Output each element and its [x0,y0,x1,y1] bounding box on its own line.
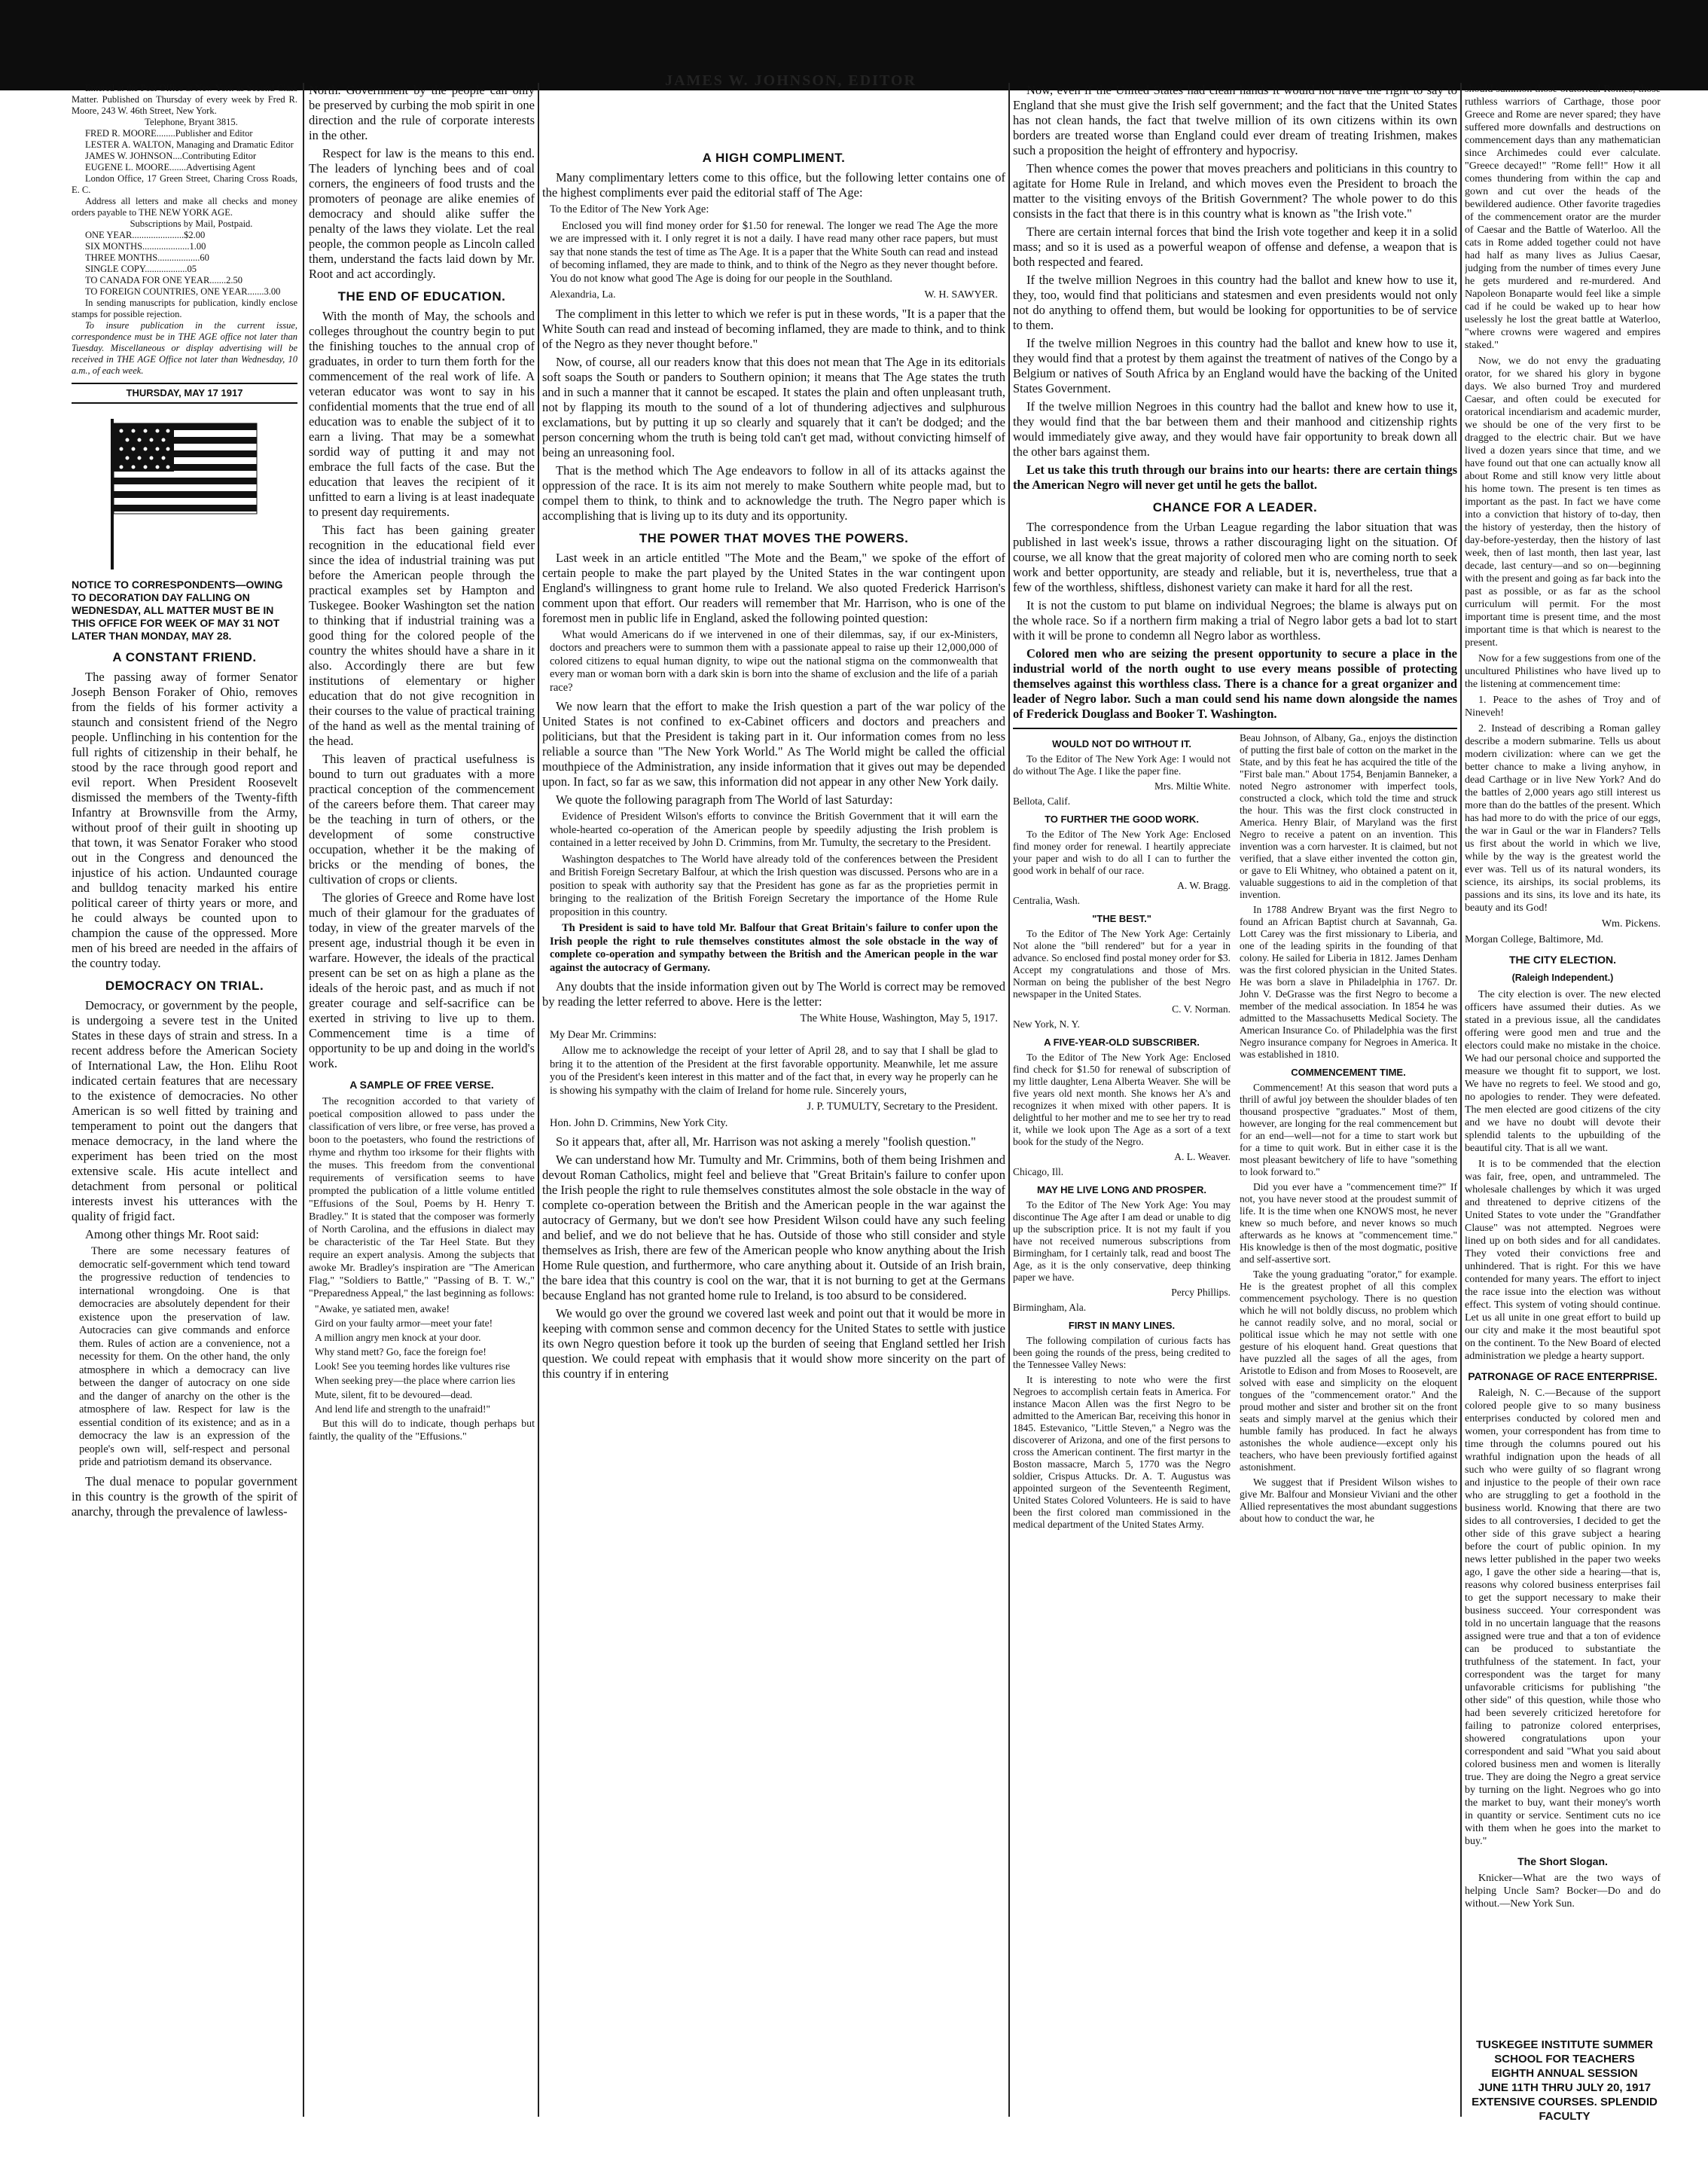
column-rule [538,83,539,2117]
block-quote [550,629,998,695]
letter-signature: C. V. Norman. [1172,1003,1231,1015]
article-signature: Wm. Pickens. [1601,918,1661,930]
letter-headline: MAY HE LIVE LONG AND PROSPER. [1037,1184,1206,1195]
letter-place: Centralia, Wash. [1013,895,1081,906]
column-5 [1465,83,1661,2026]
rate-line: THREE MONTHS..................60 [85,252,209,263]
white-house-letter [550,1012,998,1130]
column-4 [1013,83,1457,2117]
quote-text: There are some necessary features of democratic self-government which tend toward the progressive reduction of tendencies to international wrongdoing. One is that democracies are absolutely dependent for their existence upon the preservation of law. Autocracies can give commands and enforce them. Rules of action are a convenience, not a necessity for them. On the other hand, the only atmosphere in which a democracy can live between the danger of autocracy on one side and the danger of anarchy on the other is the atmosphere of law. Respect for law is the essential condition of its existence; and as in a democracy the law is an expression of the people's own will, self-respect and personal pride and patriotism demand its observance. [79,1245,290,1468]
article-body: But this will do to indicate, though perhaps but faintly, the quality of the "Effusions." [309,1418,535,1443]
headline-city-election: THE CITY ELECTION. [1508,954,1617,966]
letter-signature: Percy Phillips. [1171,1287,1231,1298]
staff-line: JAMES W. JOHNSON....Contributing Editor [85,151,257,161]
first-in-many-subcolumn [1240,732,1457,1534]
article-body: We would go over the ground we covered last week and point out that it would be more in keeping with common sense and common decency for the United States to settle with justice its own Negro question before it took up the burden of seeing that England settled her Irish question. We could repeat with emphasis that it would show more sincerity on the part of this country if in entering [542,1306,1005,1381]
article-body: Raleigh, N. C.—Because of the support colored people give to so many business enterprises conducted by colored men and women, your correspondent has from time to time through the columns poured out his wrathful indignation upon the heads of all such who were guilty of so flagrant wrong and injustice to the people of their own race who are struggling to get a foothold in the business world. Knowing that there are two sides to all controversies, I decided to get the other side of this grave subject a hearing before the court of public opinion. In my news letter published in the paper two weeks ago, I gave the other side a hearing—that is, reasons why colored business enterprises fail to get the support necessary to make their business succeed. Your correspondent was told in no uncertain language that the reasons assigned were true and that a ton of evidence can be produced to substantiate the truthfulness of the statement. In fact, your correspondent was the target for many unfavorable criticisms for publishing "the other side" of this question, while those who had been severely criticized heretofore for failing to patronize colored enterprises, showered congratulations upon your correspondent and said "What you said about colored business men and women is literally true. They are doing the Negro a great service by turning on the light. Negroes who go into the market to buy, want their money's worth in quantity or service. Sentiment cuts no ice with them when he goes into the market to buy." [1465,1388,1661,1847]
publication-note: To insure publication in the current issue, correspondence must be in THE AGE office not later than Tuesday. Miscellaneous or display advertising will be received in THE AGE Office not later than Wednesday, 10 a.m., of each week. [72,320,297,376]
article-body: The compliment in this letter to which we refer is put in these words, "It is a paper that the White South can read and instead of becoming inflamed, they are made to think, and to think of the Negro as they never thought before." [542,306,1005,351]
issue-date: THURSDAY, MAY 17 1917 [72,383,297,404]
letter-signature: A. W. Bragg. [1177,880,1231,891]
publication-info [72,83,297,377]
article-body: We now learn that the effort to make the Irish question a part of the war policy of the United States is not confined to ex-Cabinet officers and doctors and preachers and politicians, but that the President is taking part in it. Our information comes from no less reliable a source than "The New York World." As The World might be called the official mouthpiece of the Administration, any inside information that it gives out may be depended upon. In fact, so far as we saw, this information did not appear in any other New York daily. [542,699,1005,789]
poem-line: A million angry men knock at your door. [315,1332,481,1343]
letter-body: Allow me to acknowledge the receipt of your letter of April 28, and to say that I shall be glad to bring it to the attention of the President at the first favorable opportunity. Meanwhile, let me assure you of the President's keen interest in this matter and of the fact that, in every way he properly can he is showing his sympathy with the claim of Ireland for home rule. Sincerely yours, [550,1045,998,1097]
letter-signature: W. H. SAWYER. [924,289,998,301]
letter-body: To the Editor of The New York Age: You may discontinue The Age after I am dead or unable to dig up the subscription price. It is not my fault if you have not received numerous subscriptions from Birmingham, for I certainly talk, read and boost The Age, as it is the only conservative, deep thinking paper we have. [1013,1199,1231,1283]
poem-line: Why stand mett? Go, face the foreign foe! [315,1346,486,1357]
letter-place: Bellota, Calif. [1013,795,1071,807]
column-2 [309,83,535,2117]
poem-line: And lend life and strength to the unafraid!" [315,1403,491,1415]
article-body: Did you ever have a "commencement time?" If not, you have never stood at the proudest summit of life. It is the time when one KNOWS most, he never knew so much before, and never knows so much afterwards as he knows at "commencement time." His knowledge is then of the most dogmatic, positive and self-assertive sort. [1240,1181,1457,1265]
article-body: That is the method which The Age endeavors to follow in all of its attacks against the oppression of the race. It is its aim not merely to make Southern white people mad, but to compel them to think, to think and to acknowledge the truth. The Negro paper which is accomplishing that is living up to its duty and its opportunity. [542,463,1005,523]
poem-line: Mute, silent, fit to be devoured—dead. [315,1389,473,1400]
entry-notice: Entered at the Post Office at New York as Second Class Matter. Published on Thursday of every week by Fred R. Moore, 243 W. 46th Street, New York. [72,83,297,116]
article-body: It is interesting to note who were the first Negroes to accomplish certain feats in America. For instance Macon Allen was the first Negro to be admitted to the American Bar, receiving this honor in 1845. Estevanico, "Little Steven," a Negro was the discoverer of Arizona, and one of the first persons to cross the American continent. The first martyr in the Boston massacre, March 5, 1770 was the Negro soldier, Crispus Attucks. Dr. A. T. Augustus was appointed surgeon of the Seventeenth Regiment, United States Colored Volunteers. He is said to have been the first colored man commissioned in the medical department of the United States Army. [1013,1374,1231,1530]
article-body: So it appears that, after all, Mr. Harrison was not asking a merely "foolish question." [556,1134,976,1149]
quote-text: To the Editor of The New York Age: [550,203,709,215]
headline-high-compliment: A HIGH COMPLIMENT. [702,151,846,165]
article-body: We can understand how Mr. Tumulty and Mr. Crimmins, both of them being Irishmen and devout Roman Catholics, might feel and believe that "Great Britain's failure to confer upon the Irish people the right to rule themselves constitutes almost the sole obstacle in the way of complete co-operation between the British and the American people in the war against the autocracy of Germany, but we don't see how President Wilson could have any such feeling and belief, and we do not believe that he has. Outside of those who still consider and style themselves as Irish, there are few of the American people who know anything about the Irish Home Rule question, and furthermore, who care anything about it. Outside of an Irish brain, the bare idea that this country is cool on the war, that it is not burning to get at the Germans because England has not granted home rule to Ireland, is too absurd to be considered. [542,1153,1005,1302]
letter-salutation: My Dear Mr. Crimmins: [550,1028,657,1041]
article-body: The glories of Greece and Rome have lost much of their glamour for the graduates of today, in view of the greater marvels of the present age, industrial though it be even in warfare. However, the ideals of the practical present can be set on as high a plane as the ideals of the heroic past, and as much if not greater courage and self-sacrifice can be exerted in striving to live up to them. Commencement time is a time of opportunity to be up and doing in the world's work. [309,890,535,1070]
column-3 [542,143,1005,2177]
ad-line: JUNE 11TH THRU JULY 20, 1917 [1478,2081,1652,2094]
block-quote [550,811,998,975]
article-source: (Raleigh Independent.) [1511,972,1614,983]
article-body: Now, even if the United States had clean hands it would not have the right to say to England that she must give the Irish self government; and the fact that the United States has not clean hands, the fact that twelve million of its own citizens within its own borders are treated worse than England could ever dream of treating Irishmen, makes such a proposition the height of effrontery and hypocrisy. [1013,83,1457,157]
telephone: Telephone, Bryant 3815. [145,117,238,127]
article-body: Many complimentary letters come to this office, but the following letter contains one of the highest compliments ever paid the editorial staff of The Age: [542,170,1005,200]
headline-commencement: COMMENCEMENT TIME. [1291,1067,1406,1078]
poem-excerpt [315,1303,529,1415]
article-body: Beau Johnson, of Albany, Ga., enjoys the distinction of putting the first bale of cotton on the market in the State, and by this feat he has acquired the title of the "First bale man." About 1754, Benjamin Banneker, a noted Negro astronomer with imperfect tools, constructed a clock, which told the time and struck the hour. This was the first clock constructed in America. Henry Blair, of Maryland was the first Negro to receive a patent on an invention. This invention was a corn harvester. It is claimed, but not verified, that a slave either invented the cotton gin, or gave to Eli Whitney, who obtained a patent on it, valuable suggestions to aid in the completion of that invention. [1240,732,1457,900]
article-body: should summon those oratorical Romes, those ruthless warriors of Carthage, those poor Greece and Rome are never spared; they have suffered more downfalls and destructions on commencement days than any mathematician since Archimedes could ever calculate. "Greece decayed!" "Rome fell!" How it all comes thundering from within the cap and gown and cut over the heads of the bewildered audience. Other favorite tragedies of the commencement orator are the murder of Caesar and the Battle of Waterloo. All the cats in Rome added together could not have had half as many lives as Julius Caesar, judging from the number of times every June he gets murdered and re-murdered. And Napoleon Bonaparte would feel like a simple cad if he could be waked up to hear how uselessly he lost the great battle at Waterloo, "where crowns were wagered and empires staked." [1465,84,1661,351]
headline-patronage: PATRONAGE OF RACE ENTERPRISE. [1468,1370,1658,1382]
address-note: Address all letters and make all checks and money orders payable to THE NEW YORK AGE. [72,196,297,218]
article-body: The passing away of former Senator Joseph Benson Foraker of Ohio, removes from the fields of his former activity a staunch and consistent friend of the Negro people. Unflinching in his contention for the full rights of citizenship in their behalf, he stood by the race through good report and evil report. When President Roosevelt dismissed the members of the Twenty-fifth Infantry at Brownsville from the Army, without proof of their guilt in shooting up that town, it was Senator Foraker who stood out in the Congress and denounced the injustice of his action. Undaunted courage and bulldog tenacity marked his entire political career of thirty years or more, and he could always be counted upon to champion the cause of the oppressed. More men of his breed are needed in the affairs of the country today. [72,670,297,970]
article-body: There are certain internal forces that bind the Irish vote together and keep it in a solid mass; and so it is used as a powerful weapon of offense and defense, a weapon that is both respected and feared. [1013,224,1457,269]
column-rule [1008,83,1010,2117]
letter-headline: A FIVE-YEAR-OLD SUBSCRIBER. [1044,1037,1200,1048]
letter-signature: Mrs. Miltie White. [1154,780,1231,792]
article-body: In 1788 Andrew Bryant was the first Negro to found an African Baptist church at Savannah, Ga. Lott Carey was the first missionary to Liberia, and one of the leading spirits in the founding of that colony. He sailed for Liberia in 1812. James Denham was the first colored physician in the United States. He was born a slave in Philadelphia in 1767. Dr. John V. DeGrasse was the first Negro to become a member of the medical association. In 1854 he was admitted to the Massachusetts Medical Society. The American Insurance Co. of Philadelphia was the first Negro insurance company for Negroes in America. It was established in 1810. [1240,904,1457,1060]
split-section [1013,728,1457,1534]
article-body: Last week in an article entitled "The Mote and the Beam," we spoke of the effort of certain people to make the part played by the United States in the war contingent upon England's willingness to grant home rule to Ireland. We also quoted Frederick Harrison's comment upon that effort. Our readers will remember that Mr. Harrison, who is one of the foremost men in public life in England, asked the following pointed question: [542,550,1005,625]
list-item: 1. Peace to the ashes of Troy and of Nineveh! [1465,695,1661,719]
headline-constant-friend: A CONSTANT FRIEND. [112,650,257,664]
article-body: Knicker—What are the two ways of helping Uncle Sam? Bocker—Do and do without.—New York Sun. [1465,1873,1661,1910]
poem-line: When seeking prey—the place where carrion lies [315,1375,516,1386]
article-body: The correspondence from the Urban League regarding the labor situation that was published in last week's issue, throws a rather discouraging light on the situation. Of course, we all know that the great majority of colored men who are coming north to seek work and better opportunity, are steady and reliable, but it is, nevertheless, true that a few of the worthless, shiftless, dishonest variety can make it hard for all the rest. [1013,520,1457,594]
ad-line: TUSKEGEE INSTITUTE SUMMER SCHOOL FOR TEACHERS [1475,2038,1653,2066]
article-body: The following compilation of curious facts has been going the rounds of the press, being credited to the Tennessee Valley News: [1013,1335,1231,1370]
article-body: We suggest that if President Wilson wishes to give Mr. Balfour and Monsieur Viviani and the other Allied representatives the most abundant suggestions about how to conduct the war, he [1240,1476,1457,1524]
article-body: This fact has been gaining greater recognition in the educational field ever since the idea of industrial training was put before the American people through the practical examples set by Hampton and Tuskegee. Booker Washington set the nation to thinking that if industrial training was a good thing for the colored people of the country the whites should have a share in it also. Accordingly there are but few institutions of elementary or higher education that do not give recognition in their courses to the value of practical training of the hand as well as the mental training of the head. [309,523,535,748]
article-body: Democracy, or government by the people, is undergoing a severe test in the United States in these days of strain and stress. In a recent address before the American Society of International Law, the Hon. Elihu Root indicated certain features that are necessary to the existence of democracies. No other American is so well fitted by training and temperament to point out the dangers that menace democracy, in the land where the experiment has been tried on the most extensive scale. His acute intellect and detachment from personal or political interests invest his utterances with the quality of frigid fact. [72,998,297,1223]
letter-signature: A. L. Weaver. [1174,1151,1231,1162]
letter-body: To the Editor of The New York Age: Certainly Not alone the "bill rendered" but for a year in advance. So enclosed find postal money order for $3. Accept my congratulations and those of Mrs. Norman on being the publisher of the best Negro newspaper in the United States. [1013,928,1231,1000]
article-body: The recognition accorded to that variety of poetical composition allowed to pass under the classification of vers libre, or free verse, has proved a boon to the poetasters, who found the restrictions of rhyme and rhythm too irksome for their flights with the muses. This freedom from the conventional requirements of versification seems to have prompted the publication of a little volume entitled "Effusions of the Soul, Poems by H. Henry T. Bradley." It is stated that the composer was formerly of North Carolina, and the effusions in dialect may be characteristic of the Tar Heel State. But they require an expert analysis. Among the subjects that awoke Mr. Bradley's inspiration are "The American Flag," "Soldiers to Battle," "Passing of B. T. W.," "Preparedness Appeal," the last beginning as follows: [309,1096,535,1299]
headline-end-of-education: THE END OF EDUCATION. [337,289,506,304]
tuskegee-advertisement [1465,2038,1664,2124]
article-body: Any doubts that the inside information given out by The World is correct may be removed by reading the letter referred to above. Here is the letter: [542,979,1005,1009]
article-body: Colored men who are seizing the present opportunity to secure a place in the industrial world of the north ought to use every means possible of protecting themselves against this worthless class. There is a chance for a great organizer and leader of Negro labor. Such a man could send his name down alongside the names of Frederick Douglass and Booker T. Washington. [1013,646,1457,721]
article-body: If the twelve million Negroes in this country had the ballot and knew how to use it, they, too, would find that politicians and statesmen and even presidents would not only not do anything to offend them, but would be looking for opportunities to be of service to them. [1013,273,1457,332]
letter-address: Hon. John D. Crimmins, New York City. [550,1116,728,1129]
rate-line: TO FOREIGN COUNTRIES, ONE YEAR.......3.00 [85,286,281,297]
letter-headline: "THE BEST." [1092,913,1151,924]
article-body: Among other things Mr. Root said: [85,1227,259,1241]
headline-democracy: DEMOCRACY ON TRIAL. [105,979,264,993]
quote-text: Enclosed you will find money order for $1.50 for renewal. The longer we read The Age the more we are impressed with it. I only regret it is not a daily. I have read many other race papers, but must say that none stands the test of time as The Age. It is a paper that the White South can read and instead of becoming inflamed, they are made to think, and to think of the Negro as they never thought before. You do not know what good The Age is doing for our people in the Southland. [550,219,999,285]
letter-place: Alexandria, La. [550,289,616,301]
letter-place: New York, N. Y. [1013,1018,1080,1030]
letter-body: To the Editor of The New York Age: Enclosed find check for $1.50 for renewal of subscription of my little daughter, Lena Alberta Weaver. She will be five years old next month. She knows her A's and recognizes it when mixed with other papers. It is delightful to her mother and me to see her try to read it, while we look upon The Age as a sort of a text book for the study of the Negro. [1013,1052,1231,1147]
headline-first-in-many: FIRST IN MANY LINES. [1068,1320,1176,1331]
staff-line: FRED R. MOORE........Publisher and Editor [85,128,253,139]
letter-place: Chicago, Ill. [1013,1166,1064,1177]
poem-line: Gird on your faulty armor—meet your fate! [315,1317,493,1329]
letter-place: Birmingham, Ala. [1013,1302,1087,1313]
article-body: Commencement! At this season that word puts a thrill of awful joy between the shoulder blades of ten thousand prospective "graduates." Most of them, however, are longing for the real commencement but for an end—well—not for a time to start work but for a time to quit work. But in either case it is the most pleasant bewitchery of life to have "something to look forward to." [1240,1082,1457,1177]
letter-headline: TO FURTHER THE GOOD WORK. [1045,814,1199,825]
article-body: With the month of May, the schools and colleges throughout the country begin to put the finishing touches to the annual crop of graduates, in order to turn them forth for the commencement of the real work of life. A veteran educator was wont to say in his confidential moments that the true end of all education was to enable the subject of it to earn a living. That may be a somewhat sordid way of putting it and may not embrace the full facts of the case. But the education that leaves the recipient of it unfitted to earn a living is at least inadequate to present day requirements. [309,309,535,519]
letter-dateline: The White House, Washington, May 5, 1917. [800,1012,998,1024]
article-body: Let us take this truth through our brains into our hearts: there are certain things the American Negro will never get until he gets the ballot. [1013,463,1457,492]
letter-body: To the Editor of The New York Age: Enclosed find money order for renewal. I heartily appreciate your paper and wish to do all I can to further the good work in behalf of our race. [1013,829,1231,876]
staff-line: EUGENE L. MOORE.......Advertising Agent [85,162,256,173]
article-body: Now for a few suggestions from one of the uncultured Philistines who have lived up to the listening at commencement time: [1465,653,1661,690]
column-rule [303,83,304,2117]
column-1 [72,83,297,2117]
article-body: North. Government by the people can only be preserved by curbing the mob spirit in one direction and the rule of corporate interests in the other. [309,83,535,142]
rate-line: SINGLE COPY..................05 [85,264,197,274]
quote-text: Evidence of President Wilson's efforts to convince the British Government that it will earn the whole-hearted co-operation of the American people by speedily adjusting the Irish problem is contained in a letter received by John D. Crimmins, from Mr. Tumulty, the secretary to the President. [550,811,998,849]
rate-line: ONE YEAR......................$2.00 [85,230,206,240]
quote-text: Washington despatches to The World have already told of the conferences between the President and British Foreign Secretary Balfour, at which the Irish question was discussed. Persons who are in a position to speak with authority say that the President has gone as far as the proprieties permit in bringing to the realization of the British Foreign Secretary the importance of the Home Rule proposition in this country. [550,853,998,918]
article-body: If the twelve million Negroes in this country had the ballot and knew how to use it, they would find that a protest by them against the treatment of natives of the Congo by a Belgium or natives of South Africa by an England would have the backing of the United States Government. [1013,336,1457,395]
headline-power-that-moves: THE POWER THAT MOVES THE POWERS. [639,530,909,545]
letter-headline: WOULD NOT DO WITHOUT IT. [1052,738,1191,750]
article-body: We quote the following paragraph from The World of last Saturday: [556,792,893,807]
column-rule [1460,83,1462,2117]
article-body: Now, we do not envy the graduating orator, for we shared his glory in bygone days. We also burned Troy and murdered Caesar, and often could be executed for oratorical incendiarism and academic murder, we should be one of the very first to be dragged to the electric chair. But we have lived a dozen years since that time, and we have found out that one can actually know all about Rome and still know very little about his home town. The present is ten times as important as the past. In fact we have come into a conviction that history of to-day, then the history of yesterday, then the history of day-before-yesterday, then the history of last week, then of last month, then last year, last decade, last century—and so on—beginning with the present and going as far back into the past as possible, or as far as the school curriculum will permit. For the most important time is present time, and the most important time is that which is nearest to the present. [1465,356,1661,649]
london-office: London Office, 17 Green Street, Charing Cross Roads, E. C. [72,173,297,195]
article-body: Take the young graduating "orator," for example. He is the greatest prophet of all this complex commencement psychology. There is no question which he will not boldly discuss, no problem which he cannot readily solve, and no moral, social or political issue which he may not settle with one gesture of his eloquent hand. Great questions that have puzzled all the sages of all the ages, from Aristotle to Edison and from Moses to Roosevelt, are solved with ease and simplicity on the eloquent tongues of the "commencement orator." And the proud mother and sister and brother sit on the front seats and simply marvel at the genius which their humble family has produced. In fact he always astonishes the whole audience—except only his teachers, who have been previously fortified against astonishment. [1240,1269,1457,1473]
letter-quote [550,203,998,302]
headline-chance-leader: CHANCE FOR A LEADER. [1152,500,1318,514]
article-body: It is not the custom to put blame on individual Negroes; the blame is always put on the whole race. So if a northern firm making a trial of Negro labor gets a bad lot to start with it will be prone to condemn all Negro labor as worthless. [1013,598,1457,643]
american-flag-icon [102,414,267,572]
article-body: The city election is over. The new elected officers have assumed their duties. As we stated in a previous issue, all the candidates offering were good men and true and the electors could make no mistake in the choice. We had our personal choice and supported the measure we thought fit to support, we lost. We have no regrets to feel. We stood and go, no apologies to render. They were defeated. The men elected are good citizens of the city and we have no doubt will devote their splendid talents to the upbuilding of the beautiful city. That is all we want. [1465,989,1661,1154]
article-body: If the twelve million Negroes in this country had the ballot and knew how to use it, they would find that the bar between them and their manhood and citizenship rights would immediately give away, and they would have fair opportunity to break down all the other bars against them. [1013,399,1457,459]
article-body: Respect for law is the means to this end. The leaders of lynching bees and of coal corners, the engineers of food trusts and the promoters of peonage are alike enemies of democracy and should alike suffer the penalty of the laws they violate. Let the real people, the common people as Lincoln called them, understand the facts laid down by Mr. Root and act accordingly. [309,146,535,281]
article-body: The dual menace to popular government in this country is the growth of the spirit of anarchy, through the prevalence of lawless- [72,1473,297,1519]
article-body: This leaven of practical usefulness is bound to turn out graduates with a more practical conception of the commencement of the careers before them. That career may be the teaching in turn of others, or the development of some constructive occupation, whether it be the making of bricks or the mending of bones, the cultivation of crops or clients. [309,752,535,887]
headline-short-slogan: The Short Slogan. [1517,1855,1608,1867]
headline-free-verse: A SAMPLE OF FREE VERSE. [349,1079,494,1091]
letter-signature: J. P. TUMULTY, Secretary to the President. [807,1101,998,1113]
letter-body: To the Editor of The New York Age: I would not do without The Age. I like the paper fine. [1013,753,1231,777]
subscriptions-title: Subscriptions by Mail, Postpaid. [130,218,253,229]
poem-line: Look! See you teeming hordes like vultures rise [315,1360,511,1372]
rate-line: SIX MONTHS....................1.00 [85,241,206,252]
manuscripts-note: In sending manuscripts for publication, kindly enclose stamps for possible rejection. [72,298,297,319]
list-item: 2. Instead of describing a Roman galley describe a modern submarine. Tells us about modern civilization: where can we get the better chance to make a living anyhow, in dead Carthage or in live New York? And do the battles of 2,000 years ago still interest us more than do the battles of the present. Which has had more to do with the price of our eggs, the war in Gaul or the war in Flanders? Tells us first about the world in which we live, while by the way is the greatest world the ever was. Tell us of its natural wonders, its science, its airships, its social problems, its passions and its sins, its love and its hate, its beauty and its God! [1465,723,1661,914]
article-body: Now, of course, all our readers know that this does not mean that The Age in its editorials soft soaps the South or panders to Southern opinion; it means that The Age states the truth and in such a manner that it cannot be escaped. It states the plain and often unpleasant truth, not by flapping its mouth to the sound of a lot of thundering adjectives and sulphurous exclamations, but by putting it up so clearly and squarely that it can't be dodged; and the person concerning whom the truth is being told can't get mad, without convicting himself of being an unreasoning fool. [542,354,1005,460]
quote-text: What would Americans do if we intervened in one of their dilemmas, say, if our ex-Ministers, doctors and preachers were to summon them with a passionate appeal to raise up their 12,000,000 of colored citizens to equal human dignity, to wipe out the national stigma on the commonwealth that every man or woman born with a dark skin is born into the shame of exclusion and the life of a pariah race? [550,628,998,694]
block-quote [79,1245,290,1470]
notice-to-correspondents: NOTICE TO CORRESPONDENTS—OWING TO DECORATION DAY FALLING ON WEDNESDAY, ALL MATTER MUST BE IN THIS OFFICE FOR WEEK OF MAY 31 NOT LATER THAN MONDAY, MAY 28. [72,579,283,642]
article-place: Morgan College, Baltimore, Md. [1465,934,1604,945]
quote-text: Th President is said to have told Mr. Balfour that Great Britain's failure to confer upon the Irish people the right to rule themselves constitutes almost the sole obstacle in the way of complete co-operation and sympathy between the British and the American people in the war against the autocracy of Germany. [550,922,998,974]
letters-subcolumn [1013,732,1231,1534]
poem-line: "Awake, ye satiated men, awake! [315,1303,450,1314]
article-body: It is to be commended that the election was fair, free, open, and untrammeled. The wholesale challenges by which it was urged and threatened to deprive citizens of the United States to vote under the "Grandfather Clause" was not attempted. Negroes were lined up on both sides and for all candidates. They voted their convictions free and unhindered. That is right. For this we have contended for many years. The effort to inject the race issue into the election was without effect. This system of voting should continue. Let us all unite in one great effort to build up our city and make it the most beautiful spot on the continent. To the New Board of elected administration we pledge a hearty support. [1465,1159,1661,1362]
ad-line: EIGHTH ANNUAL SESSION [1491,2067,1638,2080]
staff-line: LESTER A. WALTON, Managing and Dramatic Editor [85,139,294,150]
masthead-editor-line: JAMES W. JOHNSON, EDITOR [665,72,917,89]
article-body: Then whence comes the power that moves preachers and politicians in this country to agitate for Home Rule in Ireland, and which moves even the President to broach the matter to the visiting envoys of the British Government? The whole power to do this consists in the fact that there is in this country what is known as "the Irish vote." [1013,161,1457,221]
rate-line: TO CANADA FOR ONE YEAR.......2.50 [85,275,243,285]
ad-line: EXTENSIVE COURSES. SPLENDID FACULTY [1472,2096,1658,2123]
